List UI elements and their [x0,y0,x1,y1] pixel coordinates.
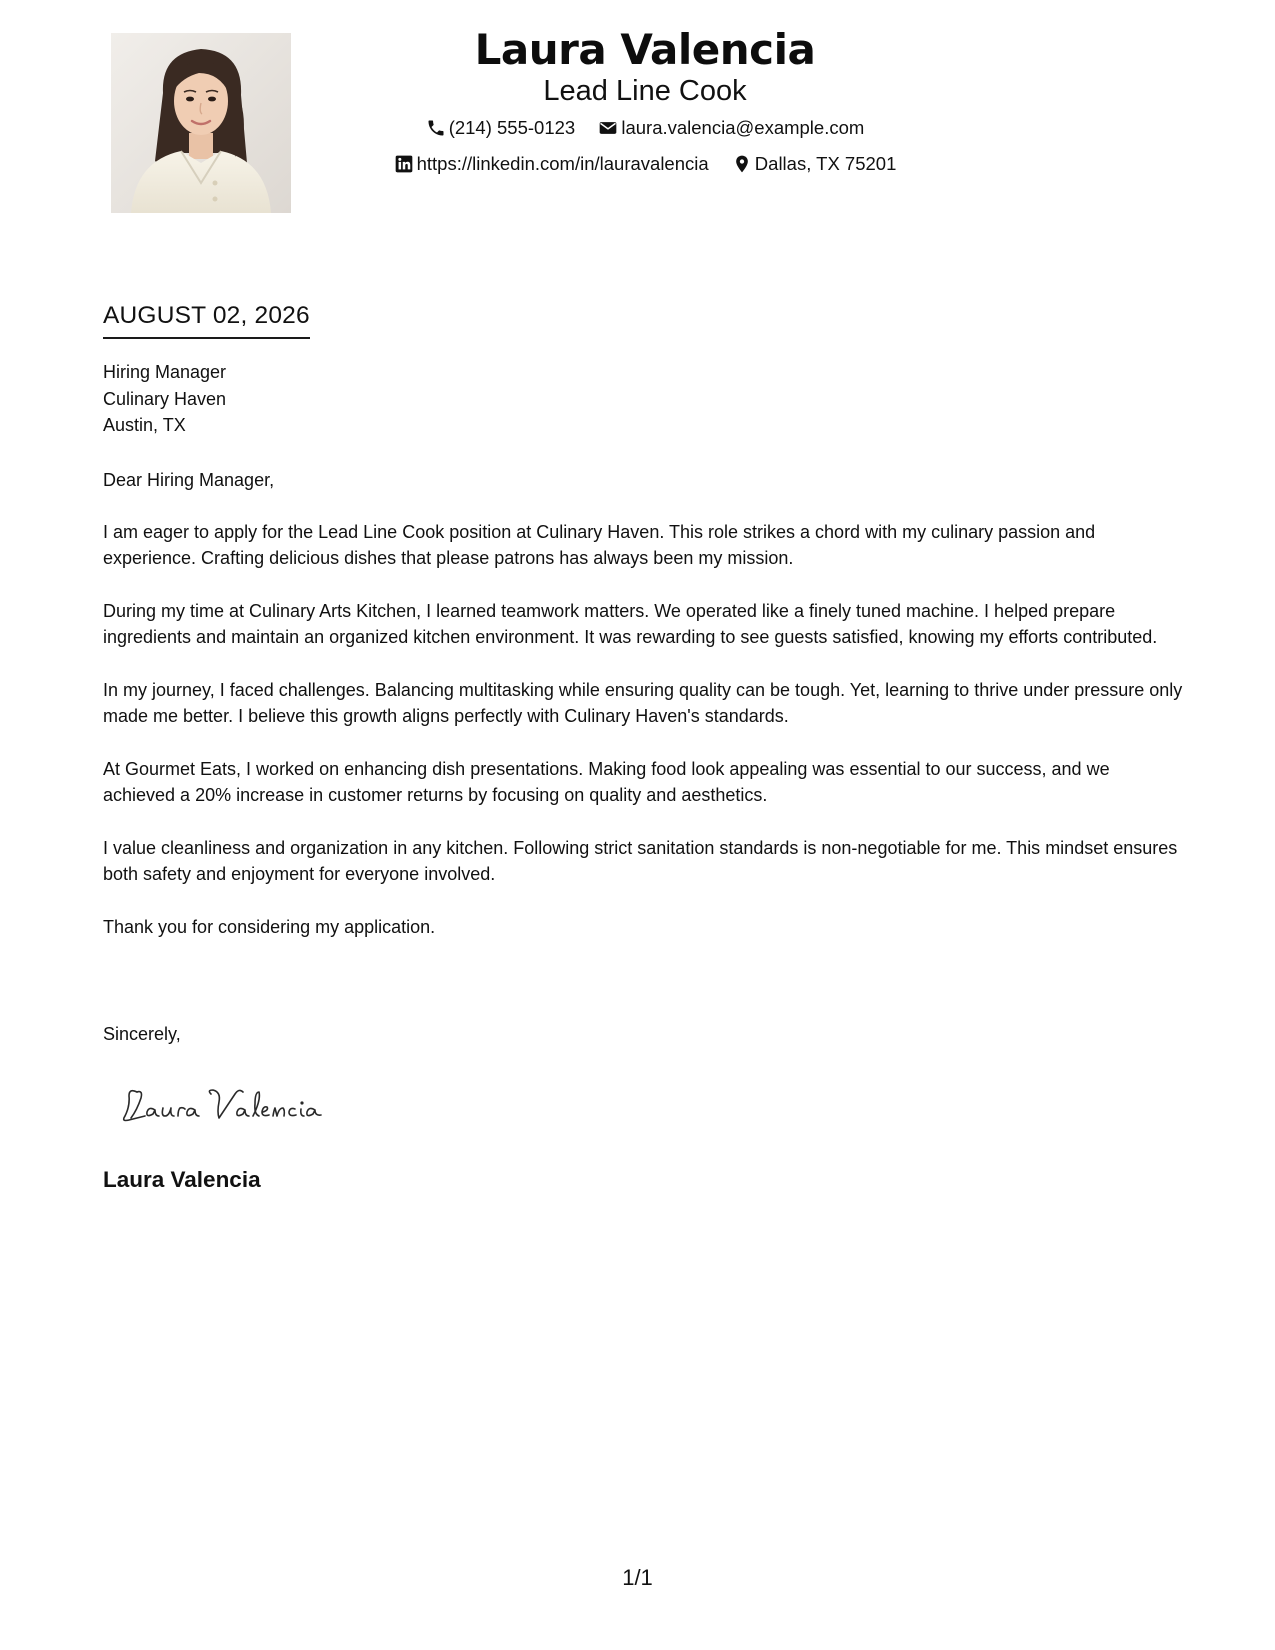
phone-number: (214) 555-0123 [448,117,576,138]
recipient-line: Austin, TX [103,415,186,435]
linkedin-icon [394,154,414,174]
closing: Sincerely, [103,1024,181,1044]
body-paragraph: At Gourmet Eats, I worked on enhancing dish presentations. Making food look appealing was essential to our success, and we achieved a 20% increase in customer returns by focusing on quality and aesthetics. [103,759,1110,805]
contact-row-secondary [330,148,960,184]
contact-row-primary [330,112,960,148]
page-number: 1/1 [622,1565,653,1590]
linkedin-url[interactable]: https://linkedin.com/in/lauravalencia [416,153,709,174]
body-paragraph: I value cleanliness and organization in any kitchen. Following strict sanitation standards is non-negotiable for me. This mindset ensures both safety and enjoyment for everyone involved. [103,838,1178,884]
phone-icon [426,118,446,138]
email-address[interactable]: laura.valencia@example.com [621,117,865,138]
body-paragraph: I am eager to apply for the Lead Line Cook position at Culinary Haven. This role strikes a chord with my culinary passion and experience. Crafting delicious dishes that please patrons has always been my mission. [103,522,1096,568]
contact-email[interactable] [598,112,864,144]
job-title: Lead Line Cook [543,75,747,107]
handwritten-signature [115,1080,355,1130]
salutation: Dear Hiring Manager, [103,470,275,490]
signer-name: Laura Valencia [103,1167,261,1192]
letter-date: AUGUST 02, 2026 [103,300,310,339]
header [330,22,960,184]
body-paragraph: During my time at Culinary Arts Kitchen, I learned teamwork matters. We operated like a finely tuned machine. I helped prepare ingredients and maintain an organized kitchen environment. It was rewarding to see guests satisfied, knowing my efforts contributed. [103,601,1158,647]
recipient-line: Culinary Haven [103,388,227,409]
body-paragraph: Thank you for considering my application. [103,917,436,937]
applicant-name: Laura Valencia [474,25,816,74]
location-text: Dallas, TX 75201 [754,153,897,174]
profile-photo [111,33,291,213]
map-pin-icon [732,154,752,174]
recipient-line: Hiring Manager [103,362,227,382]
body-paragraph: In my journey, I faced challenges. Balancing multitasking while ensuring quality can be tough. Yet, learning to thrive under pressure only made me better. I believe this growth aligns perfectly with Culinary Haven's standards. [103,680,1183,726]
recipient-address [103,359,226,439]
contact-phone [426,112,576,144]
contact-linkedin[interactable] [394,148,709,180]
contact-location [732,148,897,180]
letter-body [103,519,1183,967]
envelope-icon [598,118,618,138]
